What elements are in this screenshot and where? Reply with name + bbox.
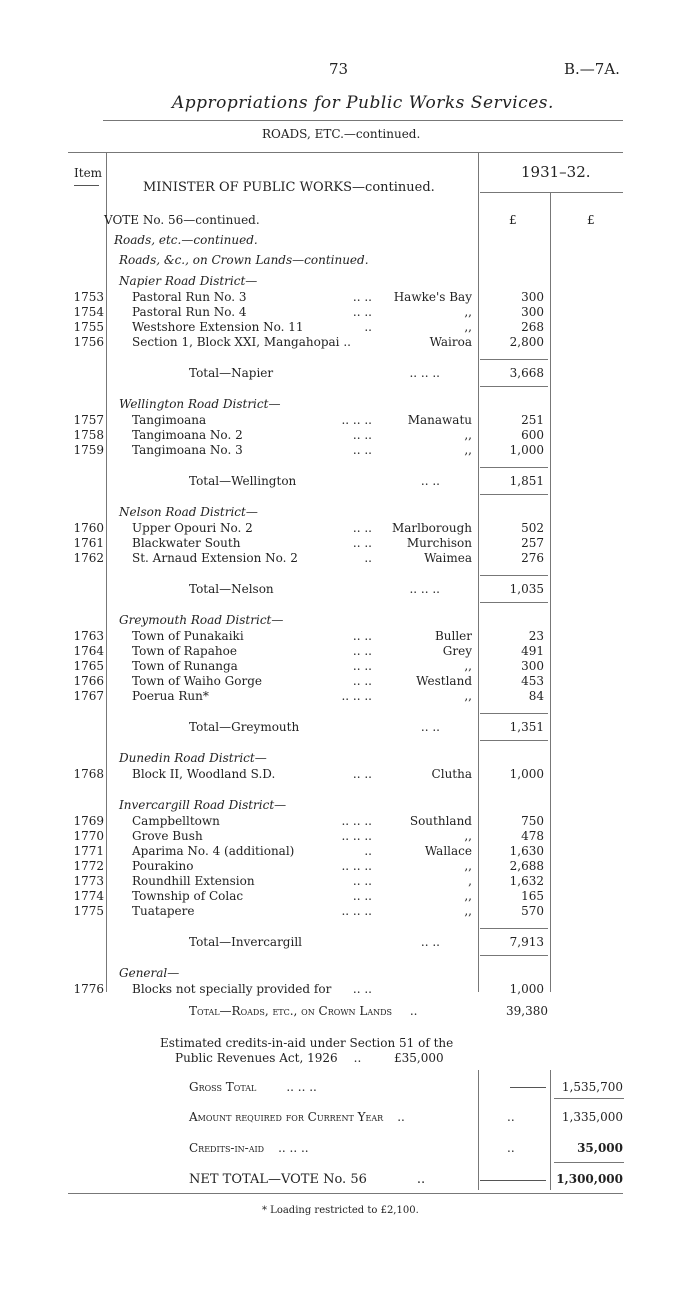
total-rule-bottom xyxy=(480,386,548,387)
leader-dots: .. .. .. xyxy=(341,689,372,703)
county-name: Murchison xyxy=(406,536,472,550)
amount-value: 453 xyxy=(521,674,544,688)
total-leader-dots: .. .. .. xyxy=(409,582,440,596)
total-rule-bottom xyxy=(480,955,548,956)
reserve-name: Grove Bush xyxy=(132,829,203,843)
reserve-name: Tangimoana No. 2 xyxy=(132,428,243,442)
item-number: 1770 xyxy=(73,829,104,843)
leader-dots: .. .. xyxy=(352,521,372,535)
item-number: 1753 xyxy=(73,290,104,304)
gross-total-amount: 1,535,700 xyxy=(561,1080,623,1094)
district-total-amount: 1,851 xyxy=(509,474,544,488)
item-number: 1772 xyxy=(73,859,104,873)
reserve-name: Tangimoana No. 3 xyxy=(132,443,243,457)
net-dash xyxy=(480,1180,546,1181)
item-column-header: Item xyxy=(74,166,103,180)
county-name: ,, xyxy=(464,904,472,918)
county-name: Hawke's Bay xyxy=(393,290,472,304)
county-name: ,, xyxy=(464,659,472,673)
vote-heading: VOTE No. 56—continued. xyxy=(104,213,260,227)
leader-dots: .. .. xyxy=(352,889,372,903)
item-number: 1769 xyxy=(73,814,104,828)
district-total-amount: 7,913 xyxy=(509,935,544,949)
credits-note-line-2: Public Revenues Act, 1926 .. xyxy=(175,1051,362,1065)
county-name: Westland xyxy=(416,674,472,688)
amount-value: 165 xyxy=(521,889,544,903)
amount-required-row: Amount required for Current Year .. xyxy=(189,1110,405,1124)
amount-required-amount: 1,335,000 xyxy=(561,1110,623,1124)
amount-required-mid-dots: .. xyxy=(507,1110,515,1124)
leader-dots: .. .. .. xyxy=(341,829,372,843)
leader-dots: .. xyxy=(364,844,372,858)
amount-value: 251 xyxy=(521,413,544,427)
amount-value: 268 xyxy=(521,320,544,334)
item-number: 1768 xyxy=(73,767,104,781)
gross-dash xyxy=(510,1087,546,1088)
crown-total-row xyxy=(189,1004,417,1019)
year-column-header: 1931–32. xyxy=(521,163,591,181)
district-total-amount: 1,035 xyxy=(509,582,544,596)
reserve-name: Tuatapere xyxy=(132,904,195,918)
total-rule-top xyxy=(480,575,548,576)
title-rule xyxy=(103,120,623,121)
amount-value: 23 xyxy=(528,629,544,643)
summary-rule-left xyxy=(478,1070,479,1190)
total-leader-dots: .. .. xyxy=(420,935,440,949)
reserve-name: Upper Opouri No. 2 xyxy=(132,521,253,535)
crown-lands-subheading: Roads, &c., on Crown Lands—continued. xyxy=(119,253,369,267)
reserve-name: Town of Runanga xyxy=(132,659,238,673)
county-name: Buller xyxy=(434,629,472,643)
table-top-rule xyxy=(68,152,623,153)
item-number: 1773 xyxy=(73,874,104,888)
leader-dots: .. .. xyxy=(352,659,372,673)
leader-dots: .. .. .. xyxy=(341,413,372,427)
amount-value: 1,000 xyxy=(509,767,544,781)
reserve-name: Blackwater South xyxy=(132,536,241,550)
leader-dots: .. .. xyxy=(352,443,372,457)
county-name: ,, xyxy=(464,889,472,903)
page-number: 73 xyxy=(329,60,349,78)
pound-sign-2: £ xyxy=(587,213,595,227)
amount-value: 300 xyxy=(521,305,544,319)
amount-value: 276 xyxy=(521,551,544,565)
item-number: 1771 xyxy=(73,844,104,858)
leader-dots: .. xyxy=(364,320,372,334)
item-number: 1774 xyxy=(73,889,104,903)
total-rule-top xyxy=(480,467,548,468)
district-heading: Dunedin Road District— xyxy=(119,751,267,765)
county-name: Wallace xyxy=(424,844,472,858)
total-leader-dots: .. .. xyxy=(420,474,440,488)
leader-dots: .. .. .. xyxy=(341,814,372,828)
crown-total-dots: .. xyxy=(409,1004,418,1018)
amount-value: 2,688 xyxy=(509,859,544,873)
leader-dots: .. .. xyxy=(352,674,372,688)
leader-dots: .. .. .. xyxy=(341,904,372,918)
county-name: ,, xyxy=(464,320,472,334)
county-name: ,, xyxy=(464,443,472,457)
reserve-name: Town of Waiho Gorge xyxy=(132,674,262,688)
item-number: 1758 xyxy=(73,428,104,442)
leader-dots: .. .. xyxy=(352,767,372,781)
leader-dots: .. .. xyxy=(352,629,372,643)
reserve-name: Town of Rapahoe xyxy=(132,644,237,658)
leader-dots: .. .. xyxy=(352,982,372,996)
net-total-amount: 1,300,000 xyxy=(556,1172,623,1186)
county-name: ,, xyxy=(464,305,472,319)
district-total-label: Total—Napier xyxy=(189,366,274,380)
leader-dots: .. .. xyxy=(352,536,372,550)
county-name: Wairoa xyxy=(429,335,472,349)
amount-value: 257 xyxy=(521,536,544,550)
amount-value: 300 xyxy=(521,290,544,304)
total-rule-top xyxy=(480,928,548,929)
leader-dots: .. xyxy=(364,551,372,565)
amount-value: 491 xyxy=(521,644,544,658)
amount-value: 502 xyxy=(521,521,544,535)
item-header-rule xyxy=(74,185,99,186)
document-reference: B.—7A. xyxy=(564,60,620,78)
item-number: 1775 xyxy=(73,904,104,918)
leader-dots: .. .. xyxy=(352,644,372,658)
credits-note-amount: £35,000 xyxy=(394,1051,444,1065)
pound-sign-1: £ xyxy=(509,213,517,227)
county-name: Manawatu xyxy=(407,413,472,427)
district-heading: Greymouth Road District— xyxy=(119,613,284,627)
net-total-row: NET TOTAL—VOTE No. 56 .. xyxy=(189,1172,426,1187)
item-number: 1756 xyxy=(73,335,104,349)
year-header-rule xyxy=(480,192,623,193)
item-column-rule xyxy=(106,152,107,992)
item-number: 1754 xyxy=(73,305,104,319)
reserve-name: Tangimoana xyxy=(132,413,207,427)
district-heading: Invercargill Road District— xyxy=(119,798,287,812)
county-name: Southland xyxy=(409,814,472,828)
county-name: Marlborough xyxy=(391,521,472,535)
total-rule-top xyxy=(480,359,548,360)
credits-in-aid-amount: 35,000 xyxy=(577,1141,623,1155)
reserve-name: Campbelltown xyxy=(132,814,220,828)
leader-dots: .. .. xyxy=(352,874,372,888)
roads-subheading: Roads, etc.—continued. xyxy=(114,233,258,247)
reserve-name: Westshore Extension No. 11 xyxy=(132,320,304,334)
county-name: ,, xyxy=(464,829,472,843)
table-bottom-rule xyxy=(68,1193,623,1194)
district-heading: Napier Road District— xyxy=(119,274,258,288)
item-number: 1755 xyxy=(73,320,104,334)
amount-value: 1,000 xyxy=(509,443,544,457)
crown-total-amount: 39,380 xyxy=(506,1004,548,1018)
credits-in-aid-mid-dots: .. xyxy=(507,1141,515,1155)
item-number: 1776 xyxy=(73,982,104,996)
leader-dots: .. .. .. xyxy=(341,859,372,873)
district-total-amount: 1,351 xyxy=(509,720,544,734)
section-heading: ROADS, ETC.—continued. xyxy=(262,127,421,141)
amount-value: 2,800 xyxy=(509,335,544,349)
district-total-label: Total—Nelson xyxy=(189,582,274,596)
footnote: * Loading restricted to £2,100. xyxy=(262,1205,419,1216)
reserve-name: Township of Colac xyxy=(132,889,244,903)
county-name: ,, xyxy=(464,428,472,442)
reserve-name: Aparima No. 4 (additional) xyxy=(132,844,295,858)
gross-rule xyxy=(554,1098,624,1099)
leader-dots: .. .. xyxy=(352,290,372,304)
total-rule-bottom xyxy=(480,494,548,495)
reserve-name: Section 1, Block XXI, Mangahopai .. xyxy=(132,335,351,349)
reserve-name: Block II, Woodland S.D. xyxy=(132,767,276,781)
minister-heading: MINISTER OF PUBLIC WORKS—continued. xyxy=(143,180,435,195)
credits-note-line-1: Estimated credits-in-aid under Section 51 of the xyxy=(160,1036,454,1050)
credits-rule xyxy=(554,1162,624,1163)
amount-value: 300 xyxy=(521,659,544,673)
item-number: 1761 xyxy=(73,536,104,550)
total-rule-top xyxy=(480,713,548,714)
item-number: 1762 xyxy=(73,551,104,565)
district-total-amount: 3,668 xyxy=(509,366,544,380)
item-number: 1766 xyxy=(73,674,104,688)
amount-value: 84 xyxy=(528,689,544,703)
district-total-label: Total—Greymouth xyxy=(189,720,300,734)
reserve-name: Roundhill Extension xyxy=(132,874,255,888)
total-leader-dots: .. .. xyxy=(420,720,440,734)
item-number: 1759 xyxy=(73,443,104,457)
crown-total-label: Total—Roads, etc., on Crown Lands xyxy=(189,1004,392,1018)
district-heading: Wellington Road District— xyxy=(119,397,281,411)
reserve-name: Poerua Run* xyxy=(132,689,209,703)
amount-column-rule-right xyxy=(550,192,551,992)
leader-dots: .. .. xyxy=(352,428,372,442)
total-rule-bottom xyxy=(480,740,548,741)
reserve-name: St. Arnaud Extension No. 2 xyxy=(132,551,298,565)
total-leader-dots: .. .. .. xyxy=(409,366,440,380)
credits-in-aid-row: Credits-in-aid .. .. .. xyxy=(189,1141,309,1155)
amount-value: 750 xyxy=(521,814,544,828)
district-total-label: Total—Invercargill xyxy=(189,935,303,949)
county-name: ,, xyxy=(464,689,472,703)
reserve-name: Pastoral Run No. 3 xyxy=(132,290,247,304)
county-name: Clutha xyxy=(431,767,472,781)
district-total-label: Total—Wellington xyxy=(189,474,297,488)
summary-rule-right xyxy=(550,1070,551,1190)
amount-value: 1,630 xyxy=(509,844,544,858)
district-heading: Nelson Road District— xyxy=(119,505,258,519)
county-name: ,, xyxy=(464,859,472,873)
gross-total-row: Gross Total .. .. .. xyxy=(189,1080,317,1094)
county-name: Waimea xyxy=(424,551,472,565)
item-number: 1757 xyxy=(73,413,104,427)
reserve-name: Pastoral Run No. 4 xyxy=(132,305,247,319)
amount-value: 600 xyxy=(521,428,544,442)
reserve-name: Blocks not specially provided for xyxy=(132,982,332,996)
district-heading: General— xyxy=(119,966,180,980)
amount-column-rule-left xyxy=(478,152,479,992)
total-rule-bottom xyxy=(480,602,548,603)
item-number: 1764 xyxy=(73,644,104,658)
item-number: 1760 xyxy=(73,521,104,535)
page-title: Appropriations for Public Works Services. xyxy=(172,93,554,113)
item-number: 1763 xyxy=(73,629,104,643)
item-number: 1765 xyxy=(73,659,104,673)
county-name: Grey xyxy=(442,644,472,658)
amount-value: 478 xyxy=(521,829,544,843)
leader-dots: .. .. xyxy=(352,305,372,319)
reserve-name: Town of Punakaiki xyxy=(132,629,244,643)
amount-value: 1,632 xyxy=(509,874,544,888)
reserve-name: Pourakino xyxy=(132,859,194,873)
amount-value: 1,000 xyxy=(509,982,544,996)
county-name: , xyxy=(468,874,472,888)
item-number: 1767 xyxy=(73,689,104,703)
amount-value: 570 xyxy=(521,904,544,918)
